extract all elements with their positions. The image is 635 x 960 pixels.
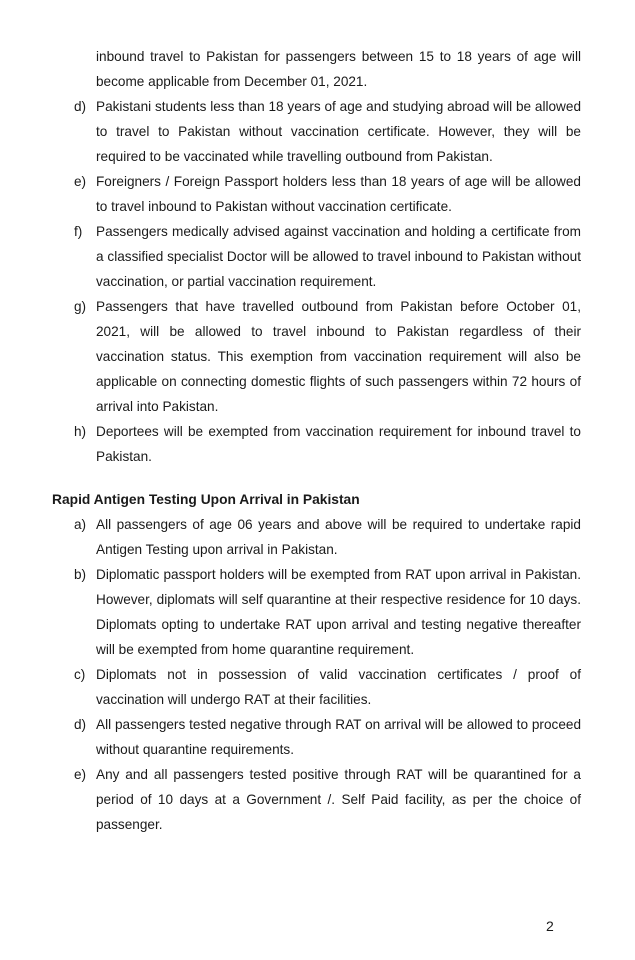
list-marker: b) — [74, 567, 87, 582]
list-item-f — [56, 219, 581, 294]
list-marker: e) — [74, 767, 87, 782]
list-item-b — [56, 562, 581, 662]
list-item-d — [56, 94, 581, 169]
list-marker: d) — [74, 99, 87, 114]
list-item-text: Deportees will be exempted from vaccination requirement for inbound travel to Pakistan. — [96, 424, 581, 464]
list-item-text: Passengers medically advised against vaccination and holding a certificate from a classified specialist Doctor will be allowed to travel inbound to Pakistan without vaccination, or partial vaccination requirement. — [96, 224, 581, 289]
list-marker: f) — [74, 224, 83, 239]
section-heading: Rapid Antigen Testing Upon Arrival in Pakistan — [52, 492, 360, 507]
page-number: 2 — [546, 918, 554, 934]
list-marker: c) — [74, 667, 86, 682]
list-marker: g) — [74, 299, 87, 314]
list-item-a — [56, 512, 581, 562]
list-item-text: Any and all passengers tested positive through RAT will be quarantined for a period of 10 days at a Government /. Self Paid facility, as per the choice of passenger. — [96, 767, 581, 832]
list-item-h — [56, 419, 581, 469]
list-item-d — [56, 712, 581, 762]
list-item-text: Diplomats not in possession of valid vaccination certificates / proof of vaccination will undergo RAT at their facilities. — [96, 667, 581, 707]
paragraph-continuation: inbound travel to Pakistan for passengers between 15 to 18 years of age will become applicable from December 01, 2021. — [96, 49, 581, 89]
list-item-text: Passengers that have travelled outbound from Pakistan before October 01, 2021, will be allowed to travel inbound to Pakistan regardless of their vaccination status. This exemption from vaccination requirement will also be applicable on connecting domestic flights of such passengers within 72 hours of arrival into Pakistan. — [96, 299, 581, 414]
vaccination-exemptions-list — [56, 44, 581, 469]
list-marker: d) — [74, 717, 87, 732]
list-item-e — [56, 762, 581, 837]
list-item-e — [56, 169, 581, 219]
list-item-text: Diplomatic passport holders will be exempted from RAT upon arrival in Pakistan. However, diplomats will self quarantine at their respective residence for 10 days. Diplomats opting to undertake RAT upon arrival and testing negative thereafter will be exempted from home quarantine requirement. — [96, 567, 581, 657]
list-marker: a) — [74, 517, 87, 532]
list-item-text: All passengers of age 06 years and above will be required to undertake rapid Antigen Testing upon arrival in Pakistan. — [96, 517, 581, 557]
list-item-text: Pakistani students less than 18 years of age and studying abroad will be allowed to travel to Pakistan without vaccination certificate. However, they will be required to be vaccinated while travelling outbound from Pakistan. — [96, 99, 581, 164]
list-item-text: All passengers tested negative through RAT on arrival will be allowed to proceed without quarantine requirements. — [96, 717, 581, 757]
rapid-antigen-testing-list — [56, 512, 581, 837]
list-item-text: Foreigners / Foreign Passport holders less than 18 years of age will be allowed to travel inbound to Pakistan without vaccination certificate. — [96, 174, 581, 214]
list-marker: h) — [74, 424, 87, 439]
list-item-c — [56, 662, 581, 712]
list-marker: e) — [74, 174, 87, 189]
list-item-g — [56, 294, 581, 419]
